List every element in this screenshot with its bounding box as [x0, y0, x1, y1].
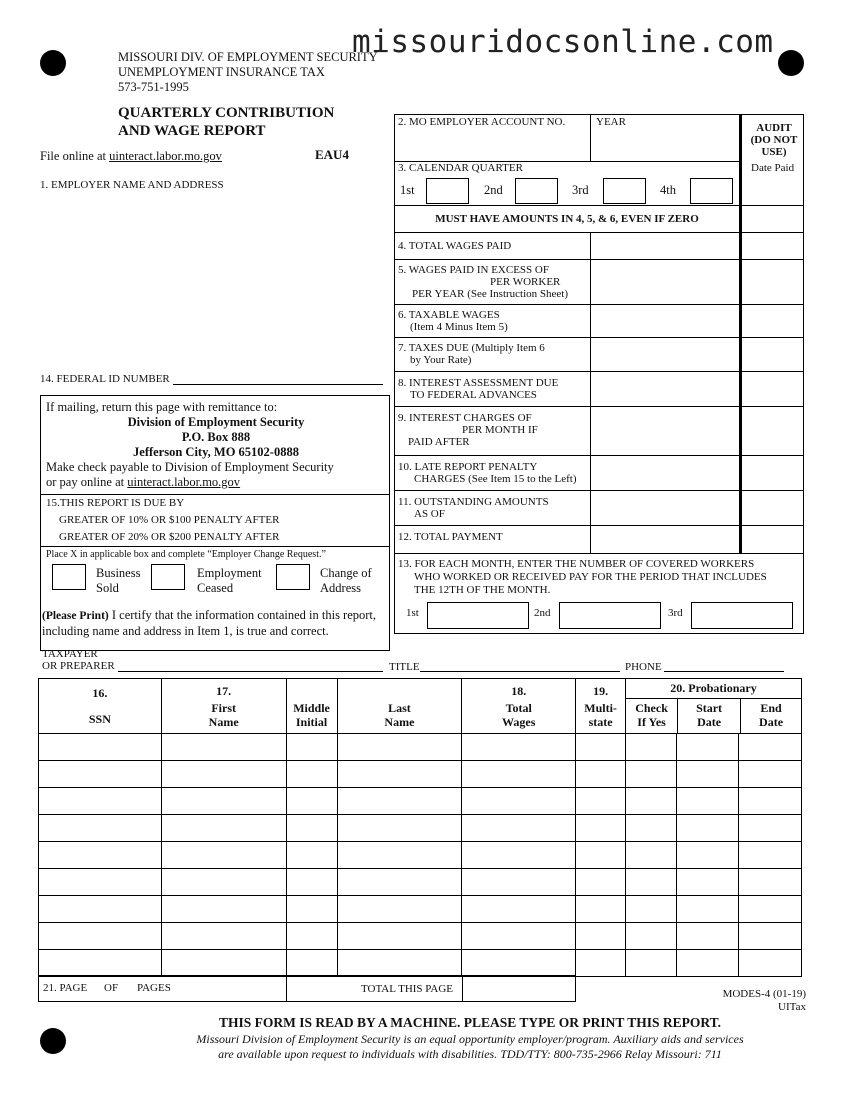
outstanding-amounts-field[interactable] — [592, 492, 738, 524]
taxpayer-line1: TAXPAYER — [42, 648, 98, 660]
account-number-field[interactable] — [396, 130, 588, 160]
business-sold-line1: Business — [96, 566, 141, 580]
first-name-header-line2: Name — [208, 714, 239, 729]
q3-box[interactable] — [603, 178, 646, 204]
form-title-line1: QUARTERLY CONTRIBUTION — [118, 105, 335, 121]
preparer-field[interactable] — [118, 671, 383, 672]
start-date-line2: Date — [697, 715, 722, 729]
middle-initial-header-line1: Middle — [293, 700, 330, 715]
q1-label: 1st — [400, 183, 415, 197]
business-sold-checkbox[interactable] — [52, 564, 86, 590]
mailing-payable: Make check payable to Division of Employment Security — [46, 460, 334, 474]
table-row[interactable] — [39, 815, 802, 842]
employment-ceased-line1: Employment — [197, 566, 262, 580]
check-if-yes-line1: Check — [635, 701, 668, 715]
table-header-row — [39, 679, 802, 734]
due-date-label: 15.THIS REPORT IS DUE BY — [46, 497, 185, 509]
last-name-header-line1: Last — [388, 700, 411, 715]
audit-line1: AUDIT — [756, 122, 792, 134]
agency-phone: 573-751-1995 — [118, 80, 189, 94]
federal-id-label: 14. FEDERAL ID NUMBER — [40, 373, 170, 385]
end-date-line2: Date — [759, 715, 784, 729]
divider — [394, 490, 804, 491]
multistate-header-line1: Multi- — [584, 700, 617, 715]
audit-line2: (DO NOT — [750, 134, 798, 146]
table-row[interactable] — [39, 842, 802, 869]
table-row[interactable] — [39, 896, 802, 923]
item11-line1: 11. OUTSTANDING AMOUNTS — [398, 496, 549, 508]
probationary-subheaders — [626, 699, 801, 733]
taxpayer-label — [42, 648, 115, 672]
change-instruction: Place X in applicable box and complete “Employer Change Request.” — [46, 549, 326, 560]
divider — [394, 232, 804, 233]
total-wages-header-line1: Total — [505, 700, 532, 715]
file-online — [40, 149, 222, 164]
month3-label: 3rd — [668, 607, 683, 619]
eeo-statement — [0, 1032, 854, 1062]
eeo-line1: Missouri Division of Employment Security is an equal opportunity employer/program. Auxiliary aids and services — [196, 1032, 744, 1046]
q2-label: 2nd — [484, 183, 503, 197]
employee-wage-table — [38, 678, 802, 977]
item11-line2: AS OF — [414, 508, 445, 520]
title-field[interactable] — [420, 671, 620, 672]
eeo-line2: are available upon request to individuals with disabilities. TDD/TTY: 800-735-2966 Relay Missouri: 711 — [218, 1047, 722, 1061]
divider — [394, 371, 804, 372]
item8-label — [398, 377, 558, 401]
change-address-line2: Address — [320, 581, 361, 595]
multistate-header-number: 19. — [593, 683, 609, 698]
end-date-line1: End — [760, 701, 782, 715]
taxable-wages-field[interactable] — [592, 306, 738, 336]
taxes-due-field[interactable] — [592, 339, 738, 370]
title-label: TITLE — [389, 661, 420, 673]
item6-label — [398, 309, 508, 333]
first-name-header-number: 17. — [216, 683, 232, 698]
certification — [42, 608, 376, 639]
item7-line1: 7. TAXES DUE (Multiply Item 6 — [398, 342, 545, 354]
divider — [590, 233, 591, 553]
mailing-info — [46, 400, 386, 490]
month1-label: 1st — [406, 607, 419, 619]
agency-division: UNEMPLOYMENT INSURANCE TAX — [118, 65, 325, 79]
file-online-text: File online at — [40, 149, 110, 163]
page-label: 21. PAGE — [43, 982, 88, 994]
certify-text2: including name and address in Item 1, is true and correct. — [42, 624, 329, 638]
year-field[interactable] — [592, 130, 737, 160]
business-sold-line2: Sold — [96, 581, 119, 595]
month2-label: 2nd — [534, 607, 551, 619]
mailing-city: Jefferson City, MO 65102-0888 — [133, 445, 299, 459]
divider — [394, 406, 804, 407]
divider — [394, 553, 804, 554]
table-row[interactable] — [39, 734, 802, 761]
watermark: missouridocsonline.com — [352, 24, 774, 60]
item13-line2: WHO WORKED OR RECEIVED PAY FOR THE PERIOD THAT INCLUDES — [414, 571, 767, 583]
divider — [286, 975, 287, 1002]
form-id — [720, 988, 806, 1014]
change-address-checkbox[interactable] — [276, 564, 310, 590]
file-online-link[interactable]: uinteract.labor.mo.gov — [109, 149, 222, 163]
month2-workers-box[interactable] — [559, 602, 661, 629]
middle-initial-header — [286, 679, 337, 734]
divider — [590, 114, 591, 162]
item11-label — [398, 496, 549, 520]
date-paid-label: Date Paid — [751, 162, 795, 174]
divider — [394, 525, 804, 526]
item10-label — [398, 461, 577, 485]
total-wages-header-number: 18. — [511, 683, 527, 698]
machine-read-notice: THIS FORM IS READ BY A MACHINE. PLEASE TYPE OR PRINT THIS REPORT. — [218, 1015, 722, 1030]
month3-workers-box[interactable] — [691, 602, 793, 629]
calendar-quarter-label: 3. CALENDAR QUARTER — [398, 162, 523, 174]
check-if-yes-header — [626, 699, 678, 733]
form-id-line2: UITax — [778, 1001, 806, 1013]
penalty-10-label: GREATER OF 10% OR $100 PENALTY AFTER — [59, 514, 280, 526]
item6-line1: 6. TAXABLE WAGES — [398, 309, 500, 321]
account-number-label: 2. MO EMPLOYER ACCOUNT NO. — [398, 116, 566, 128]
form-code: EAU4 — [315, 147, 349, 162]
total-wages-header — [462, 679, 576, 734]
registration-mark-top-right — [778, 50, 804, 76]
form-title — [118, 104, 334, 140]
mailing-po-box: P.O. Box 888 — [181, 430, 251, 444]
total-payment-field[interactable] — [592, 527, 738, 552]
total-this-page-field[interactable] — [464, 977, 574, 1000]
divider — [462, 975, 463, 1002]
item5-line3: PER YEAR (See Instruction Sheet) — [412, 288, 569, 300]
total-wages-header-line2: Wages — [502, 714, 536, 729]
first-name-header — [161, 679, 286, 734]
item8-line1: 8. INTEREST ASSESSMENT DUE — [398, 377, 559, 389]
divider — [394, 455, 804, 456]
divider — [40, 546, 390, 547]
mailing-org: Division of Employment Security — [127, 415, 305, 429]
check-if-yes-line2: If Yes — [637, 715, 666, 729]
federal-id-field[interactable] — [173, 384, 383, 385]
year-label: YEAR — [596, 116, 626, 128]
probationary-header — [626, 679, 802, 734]
q3-label: 3rd — [572, 183, 589, 197]
must-have-notice: MUST HAVE AMOUNTS IN 4, 5, & 6, EVEN IF ZERO — [435, 213, 699, 225]
multistate-header — [576, 679, 626, 734]
item7-label — [398, 342, 545, 366]
item6-line2: (Item 4 Minus Item 5) — [410, 321, 508, 333]
phone-field[interactable] — [664, 671, 784, 672]
item10-line2: CHARGES (See Item 15 to the Left) — [414, 473, 577, 485]
item9-label — [398, 412, 538, 448]
item7-line2: by Your Rate) — [410, 354, 472, 366]
item5-line2: PER WORKER — [490, 276, 561, 288]
divider — [394, 205, 804, 206]
agency-name: MISSOURI DIV. OF EMPLOYMENT SECURITY — [118, 50, 378, 64]
excess-wages-field[interactable] — [592, 261, 738, 303]
item13-line1: 13. FOR EACH MONTH, ENTER THE NUMBER OF COVERED WORKERS — [398, 558, 755, 570]
mailing-intro: If mailing, return this page with remittance to: — [46, 400, 278, 414]
multistate-header-line2: state — [588, 714, 613, 729]
late-penalty-field[interactable] — [592, 457, 738, 489]
divider — [739, 114, 742, 553]
item9-line2: PER MONTH IF — [462, 424, 538, 436]
certify-bold: (Please Print) — [42, 610, 109, 622]
q1-box[interactable] — [426, 178, 469, 204]
taxpayer-line2: OR PREPARER — [42, 660, 115, 672]
end-date-header — [741, 699, 801, 733]
divider — [394, 304, 804, 305]
divider — [394, 259, 804, 260]
item5-line1: 5. WAGES PAID IN EXCESS OF — [398, 264, 549, 276]
employer-name-field[interactable] — [40, 192, 385, 362]
interest-assessment-field[interactable] — [592, 373, 738, 405]
penalty-20-label: GREATER OF 20% OR $200 PENALTY AFTER — [59, 531, 280, 543]
item13-line3: THE 12TH OF THE MONTH. — [414, 584, 551, 596]
q4-label: 4th — [660, 183, 676, 197]
table-row[interactable] — [39, 761, 802, 788]
employment-ceased-label — [197, 566, 262, 596]
table-row[interactable] — [39, 869, 802, 896]
interest-charges-field[interactable] — [592, 408, 738, 454]
employment-ceased-checkbox[interactable] — [151, 564, 185, 590]
registration-mark-top-left — [40, 50, 66, 76]
last-name-header — [337, 679, 462, 734]
phone-label: PHONE — [625, 661, 662, 673]
agency-header — [118, 50, 378, 95]
divider — [40, 494, 390, 495]
item10-line1: 10. LATE REPORT PENALTY — [398, 461, 538, 473]
month1-workers-box[interactable] — [427, 602, 529, 629]
item5-label — [398, 264, 568, 300]
item12-label: 12. TOTAL PAYMENT — [398, 531, 503, 543]
form-title-line2: AND WAGE REPORT — [118, 123, 266, 139]
of-label: OF — [104, 982, 119, 994]
employment-ceased-line2: Ceased — [197, 581, 234, 595]
table-row[interactable] — [39, 788, 802, 815]
last-name-header-line2: Name — [384, 714, 415, 729]
change-address-line1: Change of — [320, 566, 372, 580]
table-row[interactable] — [39, 923, 802, 950]
employer-name-label: 1. EMPLOYER NAME AND ADDRESS — [40, 179, 224, 191]
start-date-header — [678, 699, 741, 733]
pages-label: PAGES — [137, 982, 171, 994]
pay-online-link[interactable]: uinteract.labor.mo.gov — [127, 475, 241, 489]
probationary-header-label: 20. Probationary — [626, 679, 801, 699]
total-this-page-label: TOTAL THIS PAGE — [361, 983, 454, 995]
ssn-header-number: 16. — [92, 686, 108, 700]
q4-box[interactable] — [690, 178, 733, 204]
business-sold-label — [96, 566, 140, 596]
audit-line3: USE) — [761, 146, 787, 158]
item4-label: 4. TOTAL WAGES PAID — [398, 240, 512, 252]
start-date-line1: Start — [696, 701, 723, 715]
change-address-label — [320, 566, 372, 596]
certify-text1: I certify that the information contained in this report, — [108, 608, 377, 622]
ssn-header — [39, 679, 162, 734]
table-row[interactable] — [39, 950, 802, 977]
first-name-header-line1: First — [211, 700, 236, 715]
audit-label — [744, 122, 804, 158]
item9-line1: 9. INTEREST CHARGES OF — [398, 412, 532, 424]
item8-line2: TO FEDERAL ADVANCES — [410, 389, 537, 401]
middle-initial-header-line2: Initial — [295, 714, 328, 729]
divider — [394, 337, 804, 338]
q2-box[interactable] — [515, 178, 558, 204]
form-id-line1: MODES-4 (01-19) — [722, 988, 806, 1000]
item9-line3: PAID AFTER — [408, 436, 470, 448]
total-wages-field[interactable] — [592, 234, 738, 258]
item13-label — [398, 558, 767, 597]
ssn-header-label: SSN — [88, 712, 111, 726]
pay-online-text: or pay online at — [46, 475, 128, 489]
